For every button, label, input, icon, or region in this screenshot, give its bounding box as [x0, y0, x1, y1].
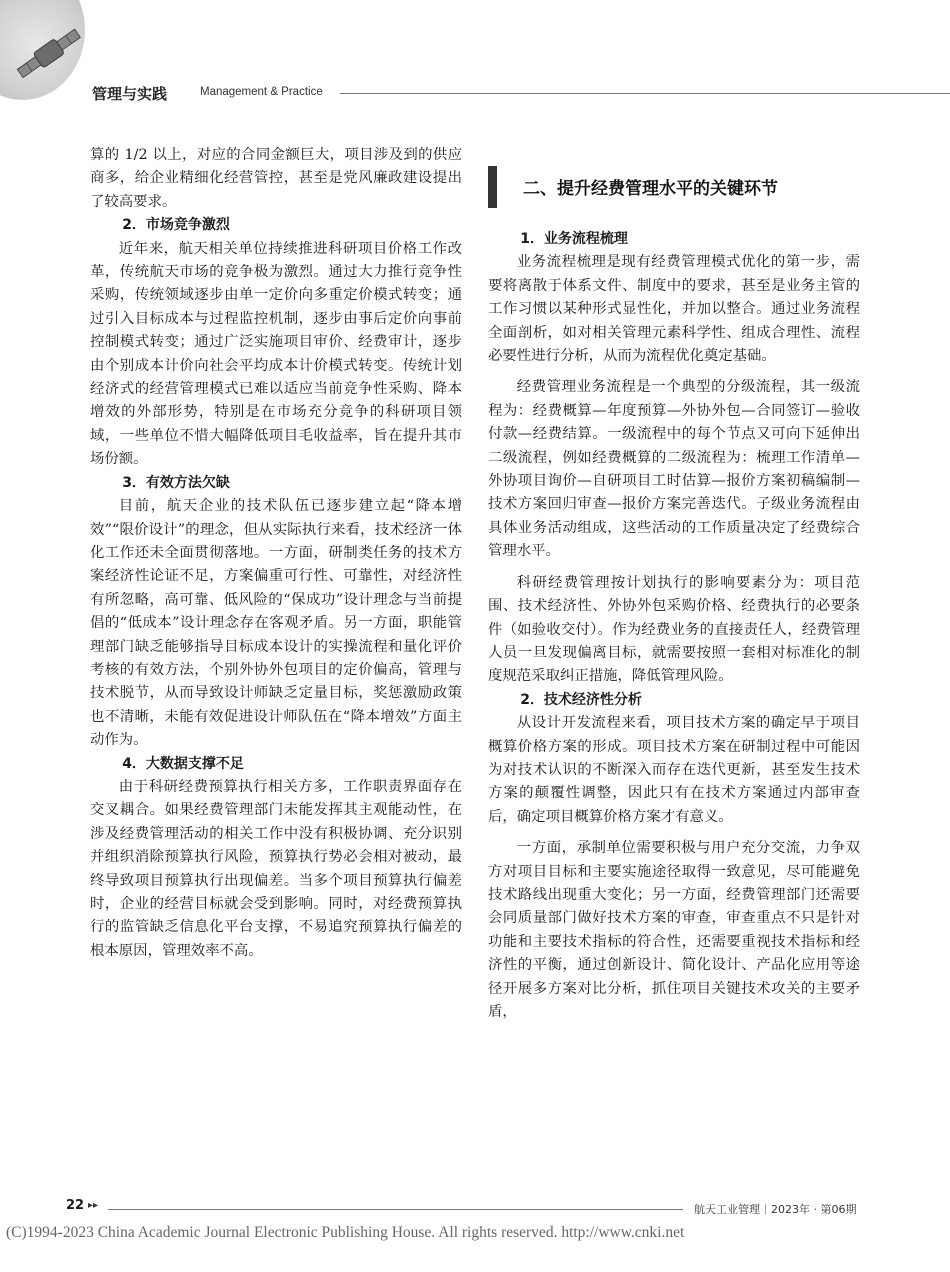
right-column	[488, 228, 860, 1024]
paragraph: 近年来，航天相关单位持续推进科研项目价格工作改革，传统航天市场的竞争极为激烈。通过大力推行竞争性采购，传统领域逐步由单一定价向多重定价模式转变；通过引入目标成本与过程监控机制，逐步由事后定价向事前控制模式转变；通过广泛实施项目审价、经费审计，逐步由个别成本计价向社会平均成本计价模式转变。传统计划经济式的经营管理模式已难以适应当前竞争性采购、降本增效的外部形势，特别是在市场充分竞争的科研项目领域，一些单位不惜大幅降低项目毛收益率，旨在提升其市场份额。	[90, 240, 462, 468]
subsection-heading: 2．技术经济性分析	[520, 691, 642, 708]
section-title: 二、提升经费管理水平的关键环节	[523, 179, 778, 199]
footer-rule	[108, 1209, 683, 1210]
header-rule	[340, 93, 950, 94]
satellite-icon	[5, 20, 95, 90]
page-number: 22	[66, 1198, 85, 1213]
paragraph: 科研经费管理按计划执行的影响要素分为：项目范围、技术经济性、外协外包采购价格、经费执行的必要条件（如验收交付）。作为经费业务的直接责任人，经费管理人员一旦发现偏离目标，就需要按照一套相对标准化的制度规范采取纠正措施，降低管理风险。	[488, 574, 860, 685]
subsection-heading: 4．大数据支撑不足	[122, 755, 244, 772]
subsection-heading: 1．业务流程梳理	[520, 231, 628, 247]
paragraph: 由于科研经费预算执行相关方多，工作职责界面存在交叉耦合。如果经费管理部门未能发挥其主观能动性，在涉及经费管理活动的相关工作中没有积极协调、充分识别并组织消除预算执行风险，预算执行势必会相对被动，最终导致项目预算执行出现偏差。当多个项目预算执行偏差时，企业的经营目标就会受到影响。同时，对经费预算执行的监管缺乏信息化平台支撑，不易追究预算执行偏差的根本原因，管理效率不高。	[90, 778, 462, 959]
paragraph: 一方面，承制单位需要积极与用户充分交流，力争双方对项目目标和主要实施途径取得一致意见，尽可能避免技术路线出现重大变化；另一方面，经费管理部门还需要会同质量部门做好技术方案的审查，审查重点不只是针对功能和主要技术指标的符合性，还需要重视技术指标和经济性的平衡，通过创新设计、简化设计、产品化应用等途径开展多方案对比分析，抓住项目关键技术攻关的主要矛盾，	[488, 840, 860, 1020]
copyright-notice: (C)1994-2023 China Academic Journal Electronic Publishing House. All rights reserved. http://www.cnki.net	[6, 1224, 685, 1241]
paragraph: 从设计开发流程来看，项目技术方案的确定早于项目概算价格方案的形成。项目技术方案在研制过程中可能因为对技术认识的不断深入而存在迭代更新，甚至发生技术方案的颠覆性调整，因此只有在技术方案通过内部审查后，确定项目概算价格方案才有意义。	[488, 715, 860, 825]
page-arrow-icon: ▸▸	[88, 1200, 99, 1211]
journal-info: 航天工业管理｜2023年 · 第06期	[694, 1203, 857, 1216]
left-column	[90, 144, 462, 963]
paragraph: 算的 1/2 以上，对应的合同金额巨大，项目涉及到的供应商多，给企业精细化经营管控，甚至是党风廉政建设提出了较高要求。	[90, 147, 462, 210]
paragraph: 经费管理业务流程是一个典型的分级流程，其一级流程为：经费概算—年度预算—外协外包—合同签订—验收付款—经费结算。一级流程中的每个节点又可向下延伸出二级流程，例如经费概算的二级流程为：梳理工作清单—外协项目询价—自研项目工时估算—报价方案初稿编制—技术方案回归审查—报价方案完善迭代。子级业务流程由具体业务活动组成，这些活动的工作质量决定了经费综合管理水平。	[488, 379, 860, 560]
header-title: 管理与实践	[92, 85, 168, 103]
subsection-heading: 2．市场竞争激烈	[122, 217, 230, 234]
paragraph: 目前，航天企业的技术队伍已逐步建立起“降本增效”“限价设计”的理念，但从实际执行来看，技术经济一体化工作还未全面贯彻落地。一方面，研制类任务的技术方案经济性论证不足，方案偏重可行性、可靠性，对经济性有所忽略，高可靠、低风险的“保成功”设计理念与当前提倡的“低成本”设计理念存在客观矛盾。另一方面，职能管理部门缺乏能够指导目标成本设计的实操流程和量化评价考核的有效方法，个别外协外包项目的定价偏高，管理与技术脱节，从而导致设计师缺乏定量目标，奖惩激励政策也不清晰，未能有效促进设计师队伍在“降本增效”方面主动作为。	[90, 498, 462, 749]
subsection-heading: 3．有效方法欠缺	[122, 474, 230, 491]
section-marker	[488, 166, 497, 208]
header-subtitle: Management & Practice	[200, 86, 323, 98]
paragraph: 业务流程梳理是现有经费管理模式优化的第一步，需要将离散于体系文件、制度中的要求，甚至是业务主管的工作习惯以某种形式显性化，并加以整合。通过业务流程全面剖析，如对相关管理元素科学性、组成合理性、流程必要性进行分析，从而为流程优化奠定基础。	[488, 254, 860, 365]
